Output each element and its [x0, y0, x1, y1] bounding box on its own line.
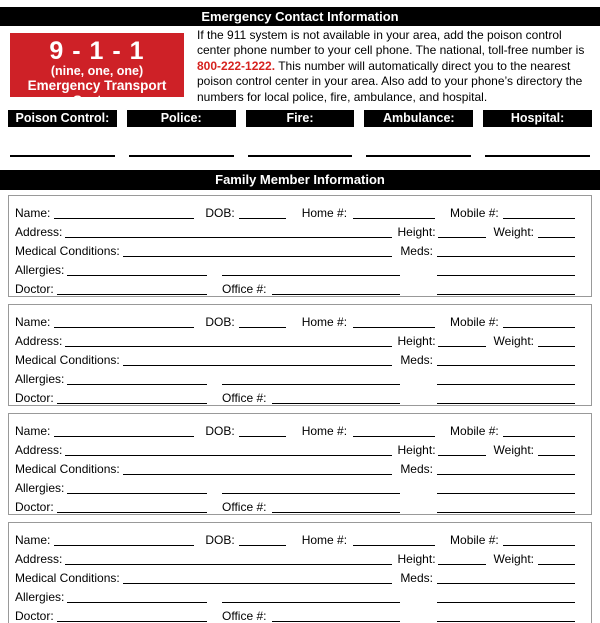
meds-extra-write-in-line-1 [437, 381, 575, 385]
meds-write-in-line [437, 253, 575, 257]
top-margin [0, 0, 600, 7]
medical-conditions-write-in-line [123, 471, 393, 475]
height-write-in-line [438, 234, 486, 238]
contact-label-poison-control: Poison Control: [8, 110, 117, 127]
office-phone-write-in-line [272, 618, 400, 622]
contact-label-hospital: Hospital: [483, 110, 592, 127]
member-row-doctor [15, 495, 575, 514]
member-row-medical [15, 457, 575, 476]
medical-conditions-write-in-line [123, 253, 393, 257]
paragraph-text-after: This number will automatically direct you to the nearest poison control center in your area. Also add to your phone’s directory the numbers for local police, fire, ambulance, and hospital. [197, 58, 583, 104]
allergies-write-in-line [67, 490, 207, 494]
home-phone-label: Home #: [301, 424, 348, 439]
allergies-extra-write-in-line [222, 599, 400, 603]
allergies-label: Allergies: [15, 590, 65, 605]
home-phone-write-in-line [353, 433, 435, 437]
contact-label-ambulance: Ambulance: [364, 110, 473, 127]
member-row-medical [15, 239, 575, 258]
member-row-address [15, 329, 575, 348]
meds-extra-write-in-line-2 [437, 400, 575, 404]
fire-write-in-line [248, 155, 353, 157]
weight-write-in-line [538, 561, 575, 565]
address-label: Address: [15, 334, 63, 349]
home-phone-write-in-line [353, 215, 435, 219]
meds-extra-write-in-line-2 [437, 291, 575, 295]
medical-conditions-label: Medical Conditions: [15, 353, 120, 368]
meds-label: Meds: [400, 462, 433, 477]
meds-extra-write-in-line-1 [437, 599, 575, 603]
allergies-label: Allergies: [15, 372, 65, 387]
name-label: Name: [15, 206, 51, 221]
meds-write-in-line [437, 580, 575, 584]
allergies-extra-write-in-line [222, 272, 400, 276]
medical-conditions-label: Medical Conditions: [15, 571, 120, 586]
police-write-in-line [129, 155, 234, 157]
meds-label: Meds: [400, 571, 433, 586]
name-write-in-line [54, 324, 194, 328]
contact-label-fire: Fire: [246, 110, 355, 127]
office-phone-label: Office #: [222, 391, 267, 406]
meds-label: Meds: [400, 353, 433, 368]
contact-label-police: Police: [127, 110, 236, 127]
nine-one-one-box [10, 33, 184, 108]
doctor-write-in-line [57, 400, 207, 404]
allergies-write-in-line [67, 381, 207, 385]
mobile-phone-write-in-line [503, 324, 575, 328]
height-write-in-line [438, 561, 486, 565]
mobile-phone-label: Mobile #: [450, 533, 499, 548]
doctor-write-in-line [57, 291, 207, 295]
height-write-in-line [438, 343, 486, 347]
allergies-extra-write-in-line [222, 381, 400, 385]
address-write-in-line [65, 561, 391, 565]
nine-one-one-words: (nine, one, one) [50, 64, 144, 78]
home-phone-label: Home #: [301, 533, 348, 548]
allergies-extra-write-in-line [222, 490, 400, 494]
family-member-block [8, 304, 592, 406]
medical-conditions-label: Medical Conditions: [15, 462, 120, 477]
meds-label: Meds: [400, 244, 433, 259]
address-write-in-line [65, 234, 391, 238]
member-row-address [15, 547, 575, 566]
member-row-allergies [15, 258, 575, 277]
hospital-write-in-line [485, 155, 590, 157]
emergency-section [0, 30, 600, 157]
address-write-in-line [65, 343, 391, 347]
dob-write-in-line [239, 215, 286, 219]
weight-write-in-line [538, 234, 575, 238]
member-row-allergies [15, 367, 575, 386]
home-phone-write-in-line [353, 542, 435, 546]
meds-extra-write-in-line-1 [437, 490, 575, 494]
member-row-medical [15, 348, 575, 367]
family-section-title: Family Member Information [215, 172, 385, 188]
nine-one-one-caption: Emergency Transport System [27, 78, 167, 108]
allergies-write-in-line [67, 272, 207, 276]
weight-label: Weight: [493, 552, 534, 567]
office-phone-write-in-line [272, 291, 400, 295]
member-row-allergies [15, 476, 575, 495]
emergency-info-row [8, 28, 592, 108]
ambulance-write-in-line [366, 155, 471, 157]
address-write-in-line [65, 452, 391, 456]
name-write-in-line [54, 542, 194, 546]
office-phone-write-in-line [272, 509, 400, 513]
mobile-phone-write-in-line [503, 433, 575, 437]
poison-control-paragraph [197, 28, 592, 105]
name-label: Name: [15, 533, 51, 548]
member-row-identity [15, 528, 575, 547]
height-label: Height: [397, 552, 436, 567]
emergency-contact-labels-row [8, 110, 592, 127]
member-row-address [15, 438, 575, 457]
weight-write-in-line [538, 343, 575, 347]
member-row-identity [15, 201, 575, 220]
dob-label: DOB: [205, 424, 235, 439]
home-phone-label: Home #: [301, 315, 348, 330]
member-row-doctor [15, 604, 575, 623]
home-phone-label: Home #: [301, 206, 348, 221]
mobile-phone-label: Mobile #: [450, 315, 499, 330]
emergency-section-title: Emergency Contact Information [201, 9, 399, 24]
dob-label: DOB: [205, 315, 235, 330]
member-row-doctor [15, 277, 575, 296]
doctor-write-in-line [57, 509, 207, 513]
address-label: Address: [15, 225, 63, 240]
mobile-phone-label: Mobile #: [450, 424, 499, 439]
office-phone-write-in-line [272, 400, 400, 404]
weight-label: Weight: [493, 334, 534, 349]
family-member-block [8, 522, 592, 623]
weight-label: Weight: [493, 443, 534, 458]
name-label: Name: [15, 315, 51, 330]
member-row-allergies [15, 585, 575, 604]
name-write-in-line [54, 433, 194, 437]
height-label: Height: [397, 443, 436, 458]
name-label: Name: [15, 424, 51, 439]
name-write-in-line [54, 215, 194, 219]
doctor-write-in-line [57, 618, 207, 622]
dob-label: DOB: [205, 533, 235, 548]
poison-control-phone-number: 800-222-1222. [197, 58, 276, 73]
office-phone-label: Office #: [222, 282, 267, 297]
mobile-phone-label: Mobile #: [450, 206, 499, 221]
address-label: Address: [15, 443, 63, 458]
dob-write-in-line [239, 542, 286, 546]
doctor-label: Doctor: [15, 500, 54, 515]
poison-control-write-in-line [10, 155, 115, 157]
member-row-identity [15, 419, 575, 438]
family-section-bar [0, 170, 600, 190]
paragraph-text-before: If the 911 system is not available in your area, add the poison control center phone number to your cell phone. The national, toll-free number is [197, 28, 585, 58]
height-label: Height: [397, 334, 436, 349]
office-phone-label: Office #: [222, 500, 267, 515]
allergies-write-in-line [67, 599, 207, 603]
doctor-label: Doctor: [15, 609, 54, 623]
member-row-identity [15, 310, 575, 329]
medical-conditions-label: Medical Conditions: [15, 244, 120, 259]
nine-one-one-number: 9 - 1 - 1 [49, 37, 145, 65]
mobile-phone-write-in-line [503, 215, 575, 219]
member-row-doctor [15, 386, 575, 405]
family-members-list [0, 195, 600, 623]
height-label: Height: [397, 225, 436, 240]
member-row-address [15, 220, 575, 239]
home-phone-write-in-line [353, 324, 435, 328]
height-write-in-line [438, 452, 486, 456]
member-row-medical [15, 566, 575, 585]
meds-extra-write-in-line-2 [437, 618, 575, 622]
meds-write-in-line [437, 362, 575, 366]
meds-write-in-line [437, 471, 575, 475]
weight-label: Weight: [493, 225, 534, 240]
address-label: Address: [15, 552, 63, 567]
meds-extra-write-in-line-1 [437, 272, 575, 276]
medical-conditions-write-in-line [123, 362, 393, 366]
mobile-phone-write-in-line [503, 542, 575, 546]
dob-write-in-line [239, 324, 286, 328]
allergies-label: Allergies: [15, 481, 65, 496]
emergency-contact-lines-row [8, 155, 592, 157]
doctor-label: Doctor: [15, 391, 54, 406]
allergies-label: Allergies: [15, 263, 65, 278]
emergency-section-bar [0, 7, 600, 26]
dob-write-in-line [239, 433, 286, 437]
dob-label: DOB: [205, 206, 235, 221]
doctor-label: Doctor: [15, 282, 54, 297]
weight-write-in-line [538, 452, 575, 456]
office-phone-label: Office #: [222, 609, 267, 623]
family-member-block [8, 413, 592, 515]
family-member-block [8, 195, 592, 297]
medical-conditions-write-in-line [123, 580, 393, 584]
meds-extra-write-in-line-2 [437, 509, 575, 513]
